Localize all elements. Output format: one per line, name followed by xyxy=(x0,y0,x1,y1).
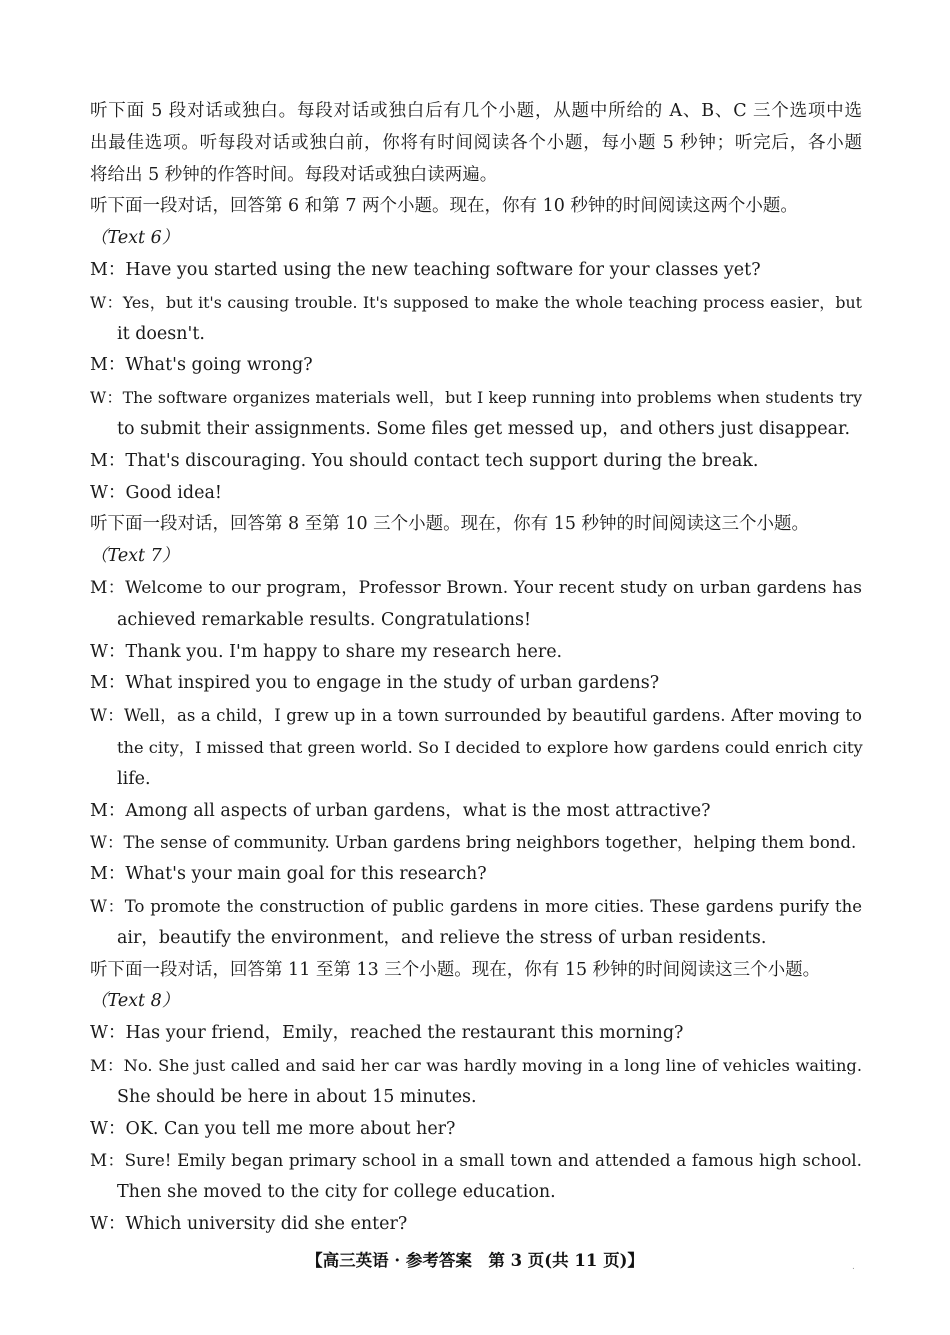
dialogue-line: M：What's your main goal for this research? xyxy=(90,864,487,885)
dialogue-line: W：Which university did she enter? xyxy=(90,1213,408,1234)
dialogue-line-continuation: it doesn't. xyxy=(117,323,205,344)
dialogue-line-continuation: air，beautify the environment，and relieve the stress of urban residents. xyxy=(117,927,767,948)
dialogue-line: W：OK. Can you tell me more about her? xyxy=(90,1118,456,1139)
dialogue-line-continuation: the city，I missed that green world. So I decided to explore how gardens could enrich city xyxy=(117,737,863,757)
section-instruction: 听下面一段对话，回答第 11 至第 13 三个小题。现在，你有 15 秒钟的时间阅读这三个小题。 xyxy=(90,959,821,980)
corner-mark: . xyxy=(852,1262,855,1272)
dialogue-line: M：Sure! Emily began primary school in a small town and attended a famous high school. xyxy=(90,1150,862,1171)
text-label: （Text 8） xyxy=(90,991,180,1012)
section-instruction: 听下面一段对话，回答第 6 和第 7 两个小题。现在，你有 10 秒钟的时间阅读这两个小题。 xyxy=(90,196,798,217)
dialogue-line: W：The sense of community. Urban gardens bring neighbors together，helping them bond. xyxy=(90,833,857,853)
page-footer: 【高三英语 · 参考答案 第 3 页(共 11 页)】 xyxy=(306,1251,644,1270)
dialogue-line: W：Yes，but it's causing trouble. It's supposed to make the whole teaching process easier，but xyxy=(90,292,862,312)
dialogue-line: M：Welcome to our program，Professor Brown. Your recent study on urban gardens has xyxy=(90,577,862,598)
dialogue-line: M：That's discouraging. You should contact tech support during the break. xyxy=(90,450,759,471)
dialogue-line: W：Has your friend，Emily，reached the restaurant this morning? xyxy=(90,1023,684,1044)
dialogue-line: M：Among all aspects of urban gardens，what is the most attractive? xyxy=(90,800,711,821)
dialogue-line: M：Have you started using the new teaching software for your classes yet? xyxy=(90,259,761,280)
dialogue-line-continuation: life. xyxy=(117,768,151,789)
dialogue-line: W：The software organizes materials well，but I keep running into problems when students try xyxy=(90,388,862,408)
dialogue-line: W：Good idea! xyxy=(90,482,222,503)
dialogue-line: M：What inspired you to engage in the study of urban gardens? xyxy=(90,673,660,694)
text-label: （Text 6） xyxy=(90,228,180,249)
text-line: 将给出 5 秒钟的作答时间。每段对话或独白读两遍。 xyxy=(90,164,498,185)
dialogue-line: W：Well，as a child，I grew up in a town surrounded by beautiful gardens. After moving to xyxy=(90,706,862,726)
section-instruction: 听下面一段对话，回答第 8 至第 10 三个小题。现在，你有 15 秒钟的时间阅读这三个小题。 xyxy=(90,514,810,535)
dialogue-line: W：Thank you. I'm happy to share my research here. xyxy=(90,641,563,662)
dialogue-line-continuation: achieved remarkable results. Congratulations! xyxy=(117,609,532,630)
dialogue-line: M：What's going wrong? xyxy=(90,355,313,376)
text-line: 出最佳选项。听每段对话或独白前，你将有时间阅读各个小题，每小题 5 秒钟；听完后，各小题 xyxy=(90,132,862,153)
dialogue-line-continuation: Then she moved to the city for college education. xyxy=(117,1182,556,1203)
dialogue-line: M：No. She just called and said her car was hardly moving in a long line of vehicles waiting. xyxy=(90,1055,862,1075)
document-body xyxy=(90,96,862,1241)
text-line: 听下面 5 段对话或独白。每段对话或独白后有几个小题，从题中所给的 A、B、C 三个选项中选 xyxy=(90,101,862,121)
dialogue-line-continuation: She should be here in about 15 minutes. xyxy=(117,1086,477,1107)
dialogue-line: W：To promote the construction of public gardens in more cities. These gardens purify the xyxy=(90,896,862,916)
text-label: （Text 7） xyxy=(90,546,180,567)
dialogue-line-continuation: to submit their assignments. Some files get messed up，and others just disappear. xyxy=(117,418,851,439)
